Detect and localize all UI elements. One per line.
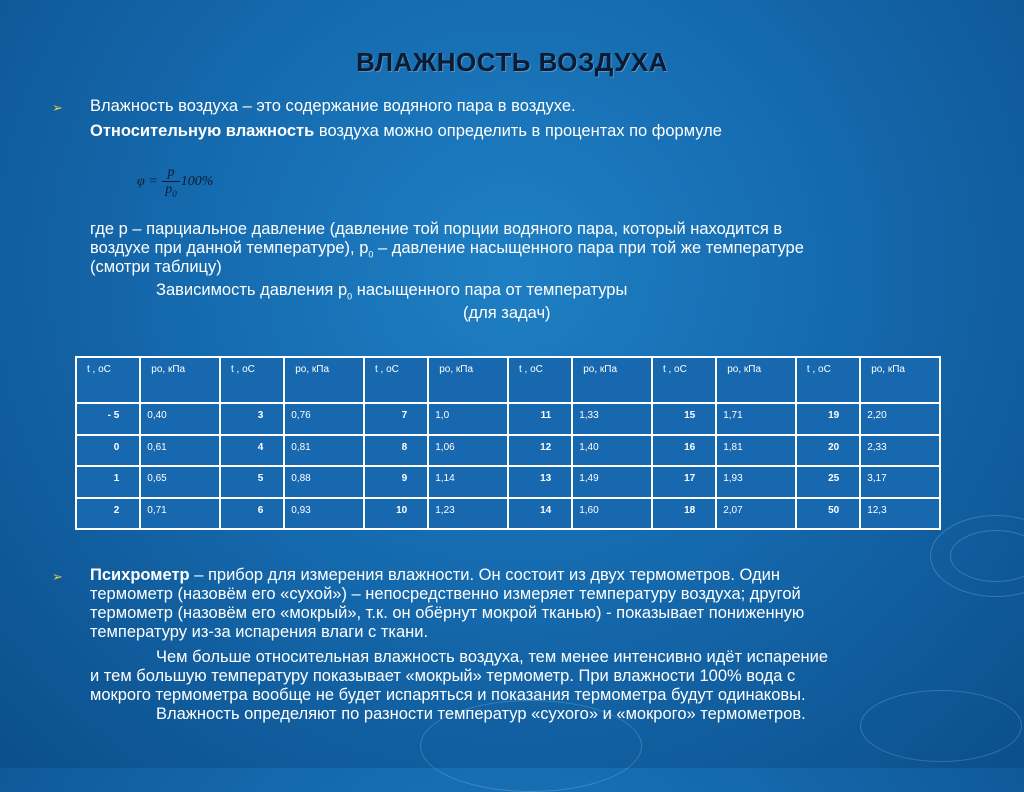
pressure-cell: 0,88: [285, 467, 363, 497]
formula-fraction: [162, 165, 180, 199]
psychrometer-line-4: температуру из-за испарения влаги с ткани.: [90, 623, 429, 641]
pressure-cell: 0,93: [285, 499, 363, 529]
pressure-cell: 0,40: [141, 404, 219, 434]
table-caption-line-2: (для задач): [463, 304, 551, 322]
temperature-cell: 18: [653, 499, 715, 529]
temperature-cell: 20: [797, 436, 859, 466]
header-temperature: t , оС: [221, 358, 283, 402]
table-row: [77, 467, 939, 497]
temperature-cell: 13: [509, 467, 571, 497]
pressure-table-container: [75, 356, 941, 530]
temperature-cell: 9: [365, 467, 427, 497]
explanation-line-2b: – давление насыщенного пара при той же температуре: [373, 239, 804, 257]
temperature-cell: 10: [365, 499, 427, 529]
pressure-cell: 0,71: [141, 499, 219, 529]
pressure-cell: 0,65: [141, 467, 219, 497]
header-temperature: t , оС: [509, 358, 571, 402]
slide-title: ВЛАЖНОСТЬ ВОЗДУХА: [356, 47, 668, 77]
header-pressure: ро, кПа: [429, 358, 507, 402]
table-row: [77, 436, 939, 466]
pressure-cell: 1,81: [717, 436, 795, 466]
pressure-cell: 0,61: [141, 436, 219, 466]
pressure-cell: 2,33: [861, 436, 939, 466]
pressure-cell: 1,60: [573, 499, 651, 529]
temperature-cell: 19: [797, 404, 859, 434]
header-temperature: t , оС: [77, 358, 139, 402]
temperature-cell: 5: [221, 467, 283, 497]
pressure-cell: 1,14: [429, 467, 507, 497]
temperature-cell: 15: [653, 404, 715, 434]
temperature-cell: 16: [653, 436, 715, 466]
pressure-cell: 2,07: [717, 499, 795, 529]
pressure-cell: 1,33: [573, 404, 651, 434]
pressure-cell: 0,76: [285, 404, 363, 434]
pressure-cell: 1,93: [717, 467, 795, 497]
pressure-cell: 1,23: [429, 499, 507, 529]
pressure-cell: 3,17: [861, 467, 939, 497]
formula-denominator-base: p: [165, 182, 173, 197]
intro-line-2-rest: воздуха можно определить в процентах по формуле: [314, 122, 722, 140]
temperature-cell: 11: [509, 404, 571, 434]
intro-line-2: [90, 122, 722, 141]
header-temperature: t , оС: [797, 358, 859, 402]
decorative-ripple: [930, 515, 1024, 597]
explanation-line-2a: воздухе при данной температуре), р: [90, 239, 369, 257]
explanation-line-2-sub: 0: [368, 249, 374, 260]
header-pressure: ро, кПа: [285, 358, 363, 402]
pressure-cell: 12,3: [861, 499, 939, 529]
caption-part-a: Зависимость давления р: [156, 281, 348, 299]
temperature-cell: 0: [77, 436, 139, 466]
pressure-cell: 1,40: [573, 436, 651, 466]
temperature-cell: 2: [77, 499, 139, 529]
term-psychrometer: Психрометр: [90, 566, 190, 584]
saturated-pressure-table: [75, 356, 941, 530]
psychrometer-line-8: Влажность определяют по разности температур «сухого» и «мокрого» термометров.: [156, 705, 806, 723]
arrow-bullet-icon: ➢: [52, 100, 63, 115]
explanation-line-1: где р – парциальное давление (давление той порции водяного пара, который находится в: [90, 220, 783, 238]
temperature-cell: 6: [221, 499, 283, 529]
formula-numerator: p: [162, 165, 180, 182]
psychrometer-line-7: мокрого термометра вообще не будет испаряться и показания термометра будут одинаковы.: [90, 686, 806, 704]
formula-rhs: 100%: [180, 174, 214, 190]
temperature-cell: - 5: [77, 404, 139, 434]
humidity-formula: [137, 165, 213, 199]
caption-part-b: насыщенного пара от температуры: [352, 281, 628, 299]
header-temperature: t , оС: [653, 358, 715, 402]
formula-denominator-sub: 0: [172, 188, 177, 199]
temperature-cell: 17: [653, 467, 715, 497]
psychrometer-line-5: Чем больше относительная влажность воздуха, тем менее интенсивно идёт испарение: [156, 648, 829, 666]
psychrometer-line-6: и тем большую температуру показывает «мокрый» термометр. При влажности 100% вода с: [90, 667, 796, 685]
table-header-row: [77, 358, 939, 402]
psychrometer-line-2: термометр (назовём его «сухой») – непосредственно измеряет температуру воздуха; другой: [90, 585, 801, 603]
pressure-cell: 1,06: [429, 436, 507, 466]
psychrometer-line-3: термометр (назовём его «мокрый», т.к. он обёрнут мокрой тканью) - показывает пониженную: [90, 604, 805, 622]
psychrometer-line-1-rest: – прибор для измерения влажности. Он состоит из двух термометров. Один: [189, 566, 780, 584]
formula-lhs: φ =: [137, 174, 162, 190]
temperature-cell: 3: [221, 404, 283, 434]
formula-denominator: [162, 182, 180, 199]
table-row: [77, 404, 939, 434]
term-relative-humidity: Относительную влажность: [90, 122, 315, 140]
explanation-line-3: (смотри таблицу): [90, 258, 222, 276]
pressure-cell: 1,49: [573, 467, 651, 497]
temperature-cell: 25: [797, 467, 859, 497]
table-row: [77, 499, 939, 529]
temperature-cell: 50: [797, 499, 859, 529]
arrow-bullet-icon: ➢: [52, 569, 63, 584]
intro-line-1: Влажность воздуха – это содержание водяного пара в воздухе.: [90, 97, 576, 115]
temperature-cell: 14: [509, 499, 571, 529]
header-pressure: ро, кПа: [717, 358, 795, 402]
temperature-cell: 7: [365, 404, 427, 434]
pressure-cell: 0,81: [285, 436, 363, 466]
header-temperature: t , оС: [365, 358, 427, 402]
pressure-cell: 2,20: [861, 404, 939, 434]
table-caption-line-1: [156, 281, 627, 306]
header-pressure: ро, кПа: [861, 358, 939, 402]
temperature-cell: 8: [365, 436, 427, 466]
pressure-cell: 1,0: [429, 404, 507, 434]
temperature-cell: 1: [77, 467, 139, 497]
pressure-cell: 1,71: [717, 404, 795, 434]
temperature-cell: 4: [221, 436, 283, 466]
header-pressure: ро, кПа: [141, 358, 219, 402]
header-pressure: ро, кПа: [573, 358, 651, 402]
decorative-ripple: [860, 690, 1022, 762]
psychrometer-line-1: [90, 566, 780, 585]
temperature-cell: 12: [509, 436, 571, 466]
caption-sub: 0: [347, 291, 353, 302]
